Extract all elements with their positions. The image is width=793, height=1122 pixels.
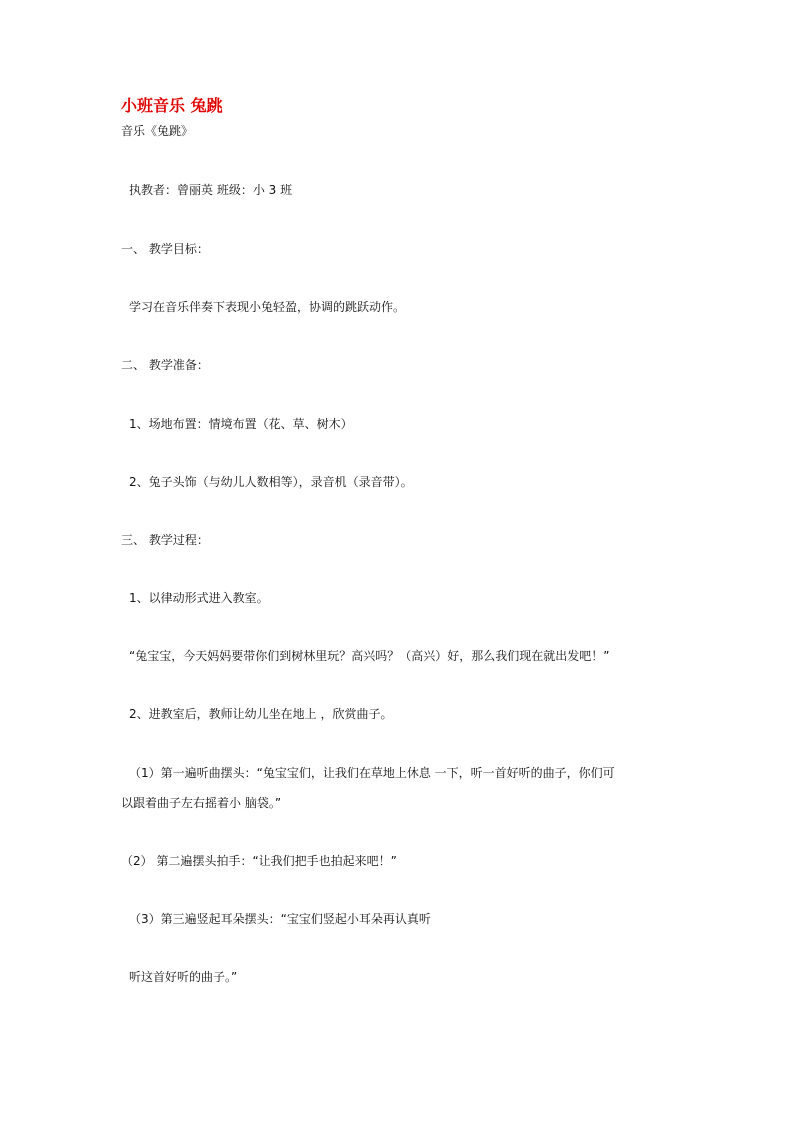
process-item: （2） 第二遍摆头拍手：“让我们把手也拍起来吧！”	[121, 854, 397, 868]
process-item: （3）第三遍竖起耳朵摆头：“宝宝们竖起小耳朵再认真听	[129, 912, 431, 926]
process-item: （1）第一遍听曲摆头：“兔宝宝们，让我们在草地上休息 一下，听一首好听的曲子，你们可	[129, 766, 615, 780]
section-heading-goals: 一、 教学目标：	[121, 242, 209, 256]
process-item: 2、进教室后，教师让幼儿坐在地上 ，欣赏曲子。	[129, 707, 393, 721]
process-item: 以跟着曲子左右摇着小 脑袋。”	[121, 796, 282, 810]
process-item: “兔宝宝，今天妈妈要带你们到树林里玩？高兴吗？（高兴）好，那么我们现在就出发吧！”	[129, 649, 610, 663]
subtitle: 音乐《兔跳》	[121, 124, 194, 138]
preparation-item: 1、场地布置：情境布置（花、草、树木）	[129, 417, 353, 431]
teacher-line: 执教者：曾丽英 班级：小 3 班	[129, 183, 293, 197]
page-title: 小班音乐 兔跳	[121, 96, 223, 115]
process-item: 1、以律动形式进入教室。	[129, 591, 269, 605]
process-item: 听这首好听的曲子。”	[129, 970, 238, 984]
section-heading-process: 三、 教学过程：	[121, 533, 209, 547]
goal-item: 学习在音乐伴奏下表现小兔轻盈，协调的跳跃动作。	[129, 300, 406, 314]
preparation-item: 2、兔子头饰（与幼儿人数相等），录音机（录音带）。	[129, 475, 413, 489]
section-heading-preparation: 二、 教学准备：	[121, 358, 209, 372]
